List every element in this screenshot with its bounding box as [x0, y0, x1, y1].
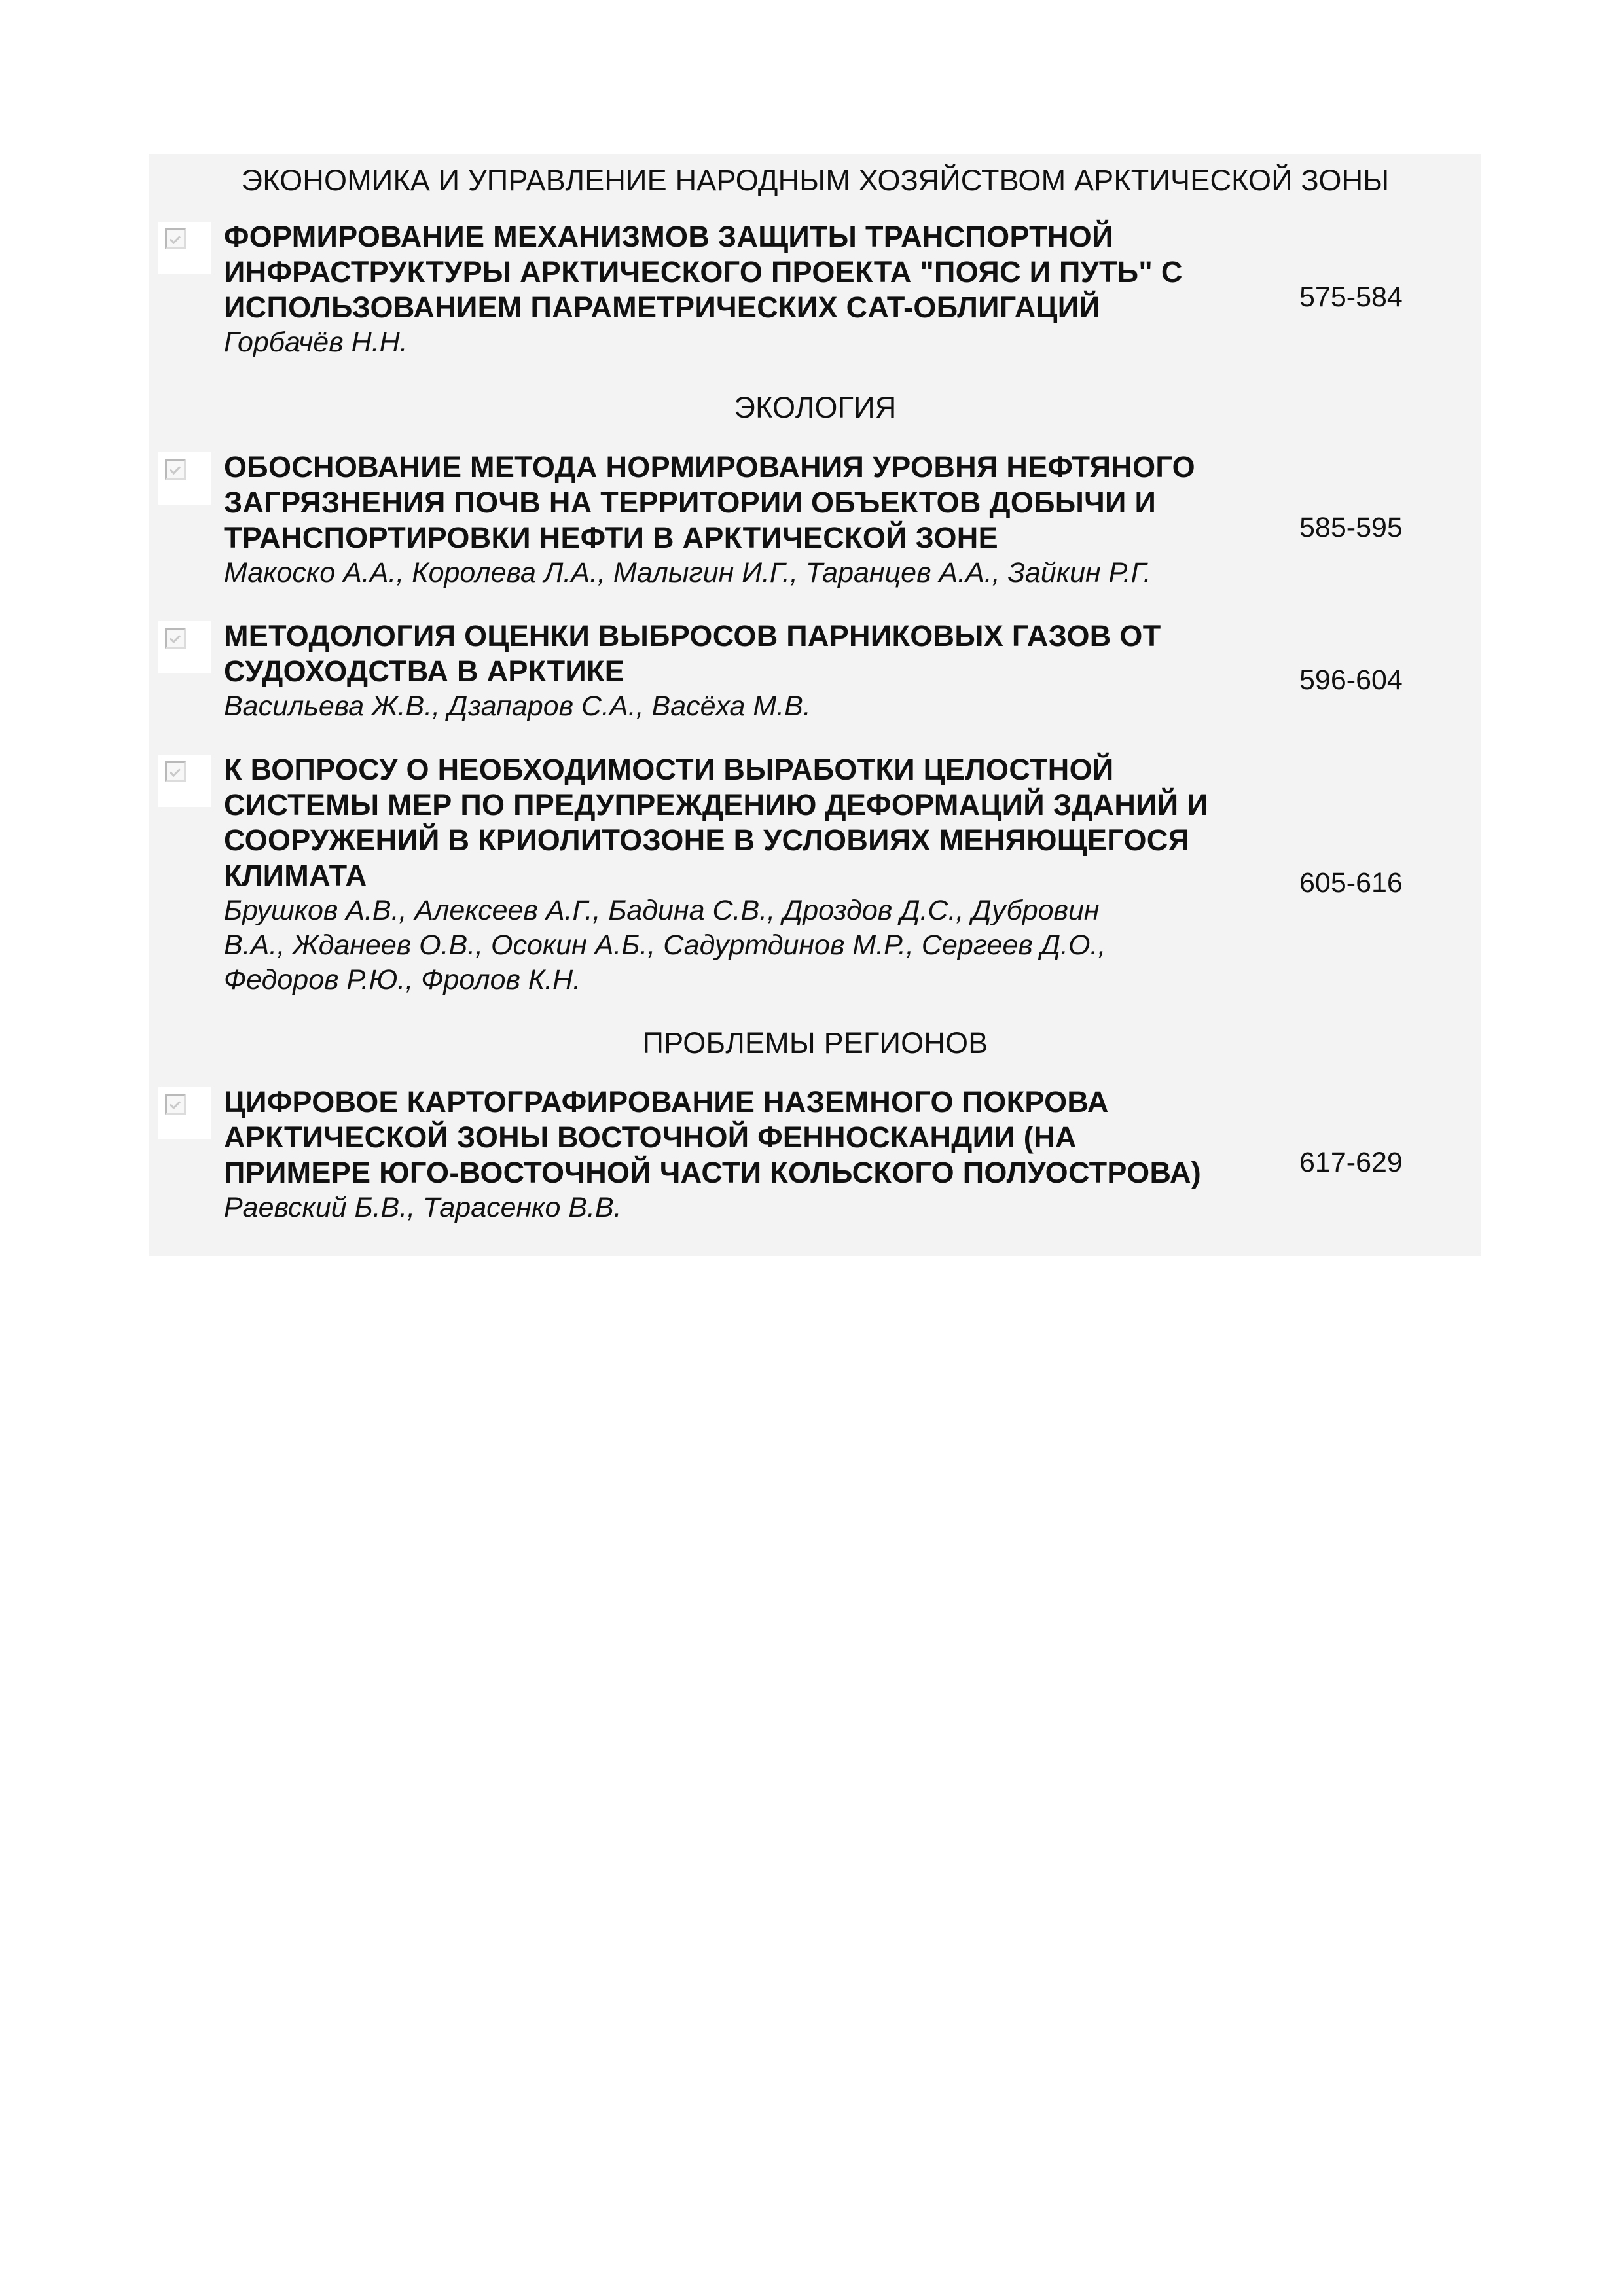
title-line: СУДОХОДСТВА В АРКТИКЕ [224, 655, 625, 688]
article-pages: 605-616 [1299, 867, 1403, 899]
title-line: ИНФРАСТРУКТУРЫ АРКТИЧЕСКОГО ПРОЕКТА "ПОЯС И ПУТЬ" С [224, 255, 1183, 289]
author-line: Горбачёв Н.Н. [224, 327, 408, 358]
article-authors [224, 556, 1402, 590]
title-line: КЛИМАТА [224, 859, 367, 892]
author-line: Васильева Ж.В., Дзапаров С.А., Васёха М.В. [224, 691, 811, 722]
thumbnail-placeholder-icon [158, 1087, 211, 1139]
thumbnail-placeholder-icon [158, 621, 211, 673]
article-pages: 585-595 [1299, 512, 1403, 543]
title-line: СООРУЖЕНИЙ В КРИОЛИТОЗОНЕ В УСЛОВИЯХ МЕНЯЮЩЕГОСЯ [224, 823, 1190, 857]
title-line: ЗАГРЯЗНЕНИЯ ПОЧВ НА ТЕРРИТОРИИ ОБЪЕКТОВ ДОБЫЧИ И [224, 486, 1157, 519]
thumbnail-placeholder-icon [158, 755, 211, 807]
author-line: Раевский Б.В., Тарасенко В.В. [224, 1192, 622, 1223]
author-line: В.А., Жданеев О.В., Осокин А.Б., Садуртдинов М.Р., Сергеев Д.О., [224, 929, 1106, 961]
table-of-contents [149, 154, 1481, 1256]
article-authors [224, 1191, 1402, 1225]
author-line: Федоров Р.Ю., Фролов К.Н. [224, 964, 581, 996]
article-pages: 575-584 [1299, 281, 1403, 313]
article-title[interactable] [224, 1085, 1402, 1191]
article-title[interactable] [224, 219, 1402, 325]
article-title[interactable] [224, 450, 1402, 556]
author-line: Брушков А.В., Алексеев А.Г., Бадина С.В., Дроздов Д.С., Дубровин [224, 895, 1100, 926]
article-authors [224, 893, 1402, 997]
title-line: МЕТОДОЛОГИЯ ОЦЕНКИ ВЫБРОСОВ ПАРНИКОВЫХ ГАЗОВ ОТ [224, 619, 1161, 653]
section-heading-regional-problems: ПРОБЛЕМЫ РЕГИОНОВ [642, 1026, 988, 1060]
title-line: АРКТИЧЕСКОЙ ЗОНЫ ВОСТОЧНОЙ ФЕННОСКАНДИИ (НА [224, 1121, 1077, 1154]
author-line: Макоско А.А., Королева Л.А., Малыгин И.Г., Таранцев А.А., Зайкин Р.Г. [224, 557, 1151, 588]
article-authors [224, 325, 1402, 360]
article-pages: 617-629 [1299, 1147, 1403, 1178]
article-pages: 596-604 [1299, 664, 1403, 696]
title-line: ИСПОЛЬЗОВАНИЕМ ПАРАМЕТРИЧЕСКИХ CAT-ОБЛИГАЦИЙ [224, 291, 1100, 324]
section-heading-ecology: ЭКОЛОГИЯ [734, 391, 897, 424]
title-line: К ВОПРОСУ О НЕОБХОДИМОСТИ ВЫРАБОТКИ ЦЕЛОСТНОЙ [224, 753, 1114, 786]
title-line: ФОРМИРОВАНИЕ МЕХАНИЗМОВ ЗАЩИТЫ ТРАНСПОРТНОЙ [224, 220, 1113, 253]
title-line: ПРИМЕРЕ ЮГО-ВОСТОЧНОЙ ЧАСТИ КОЛЬСКОГО ПОЛУОСТРОВА) [224, 1156, 1202, 1189]
title-line: ТРАНСПОРТИРОВКИ НЕФТИ В АРКТИЧЕСКОЙ ЗОНЕ [224, 521, 998, 554]
title-line: ОБОСНОВАНИЕ МЕТОДА НОРМИРОВАНИЯ УРОВНЯ НЕФТЯНОГО [224, 450, 1195, 484]
thumbnail-placeholder-icon [158, 222, 211, 274]
article-title[interactable] [224, 619, 1402, 689]
thumbnail-placeholder-icon [158, 452, 211, 505]
article-title[interactable] [224, 752, 1402, 893]
title-line: СИСТЕМЫ МЕР ПО ПРЕДУПРЕЖДЕНИЮ ДЕФОРМАЦИЙ ЗДАНИЙ И [224, 788, 1208, 821]
article-authors [224, 689, 1402, 724]
section-heading-economics: ЭКОНОМИКА И УПРАВЛЕНИЕ НАРОДНЫМ ХОЗЯЙСТВОМ АРКТИЧЕСКОЙ ЗОНЫ [241, 164, 1390, 197]
title-line: ЦИФРОВОЕ КАРТОГРАФИРОВАНИЕ НАЗЕМНОГО ПОКРОВА [224, 1085, 1109, 1119]
